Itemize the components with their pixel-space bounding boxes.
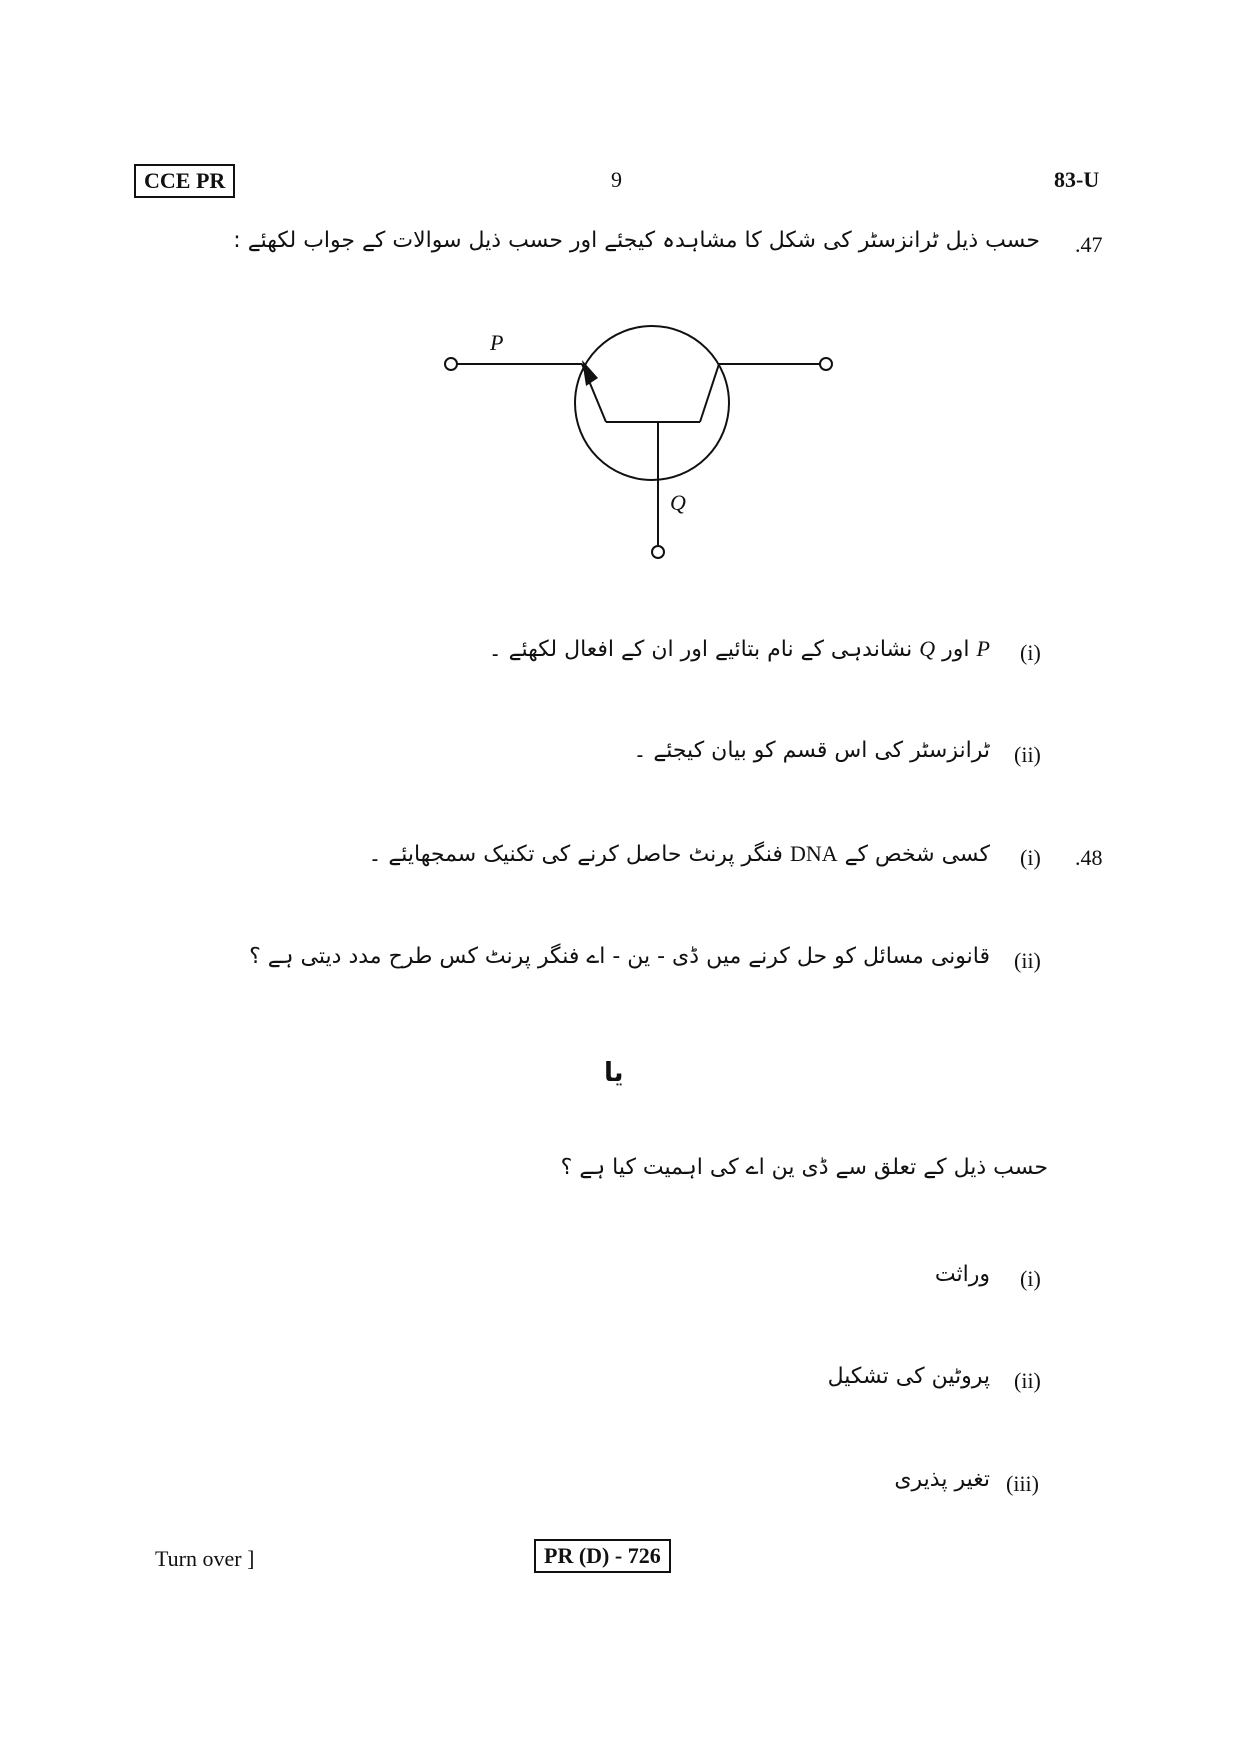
or-part-iii-mark: (iii): [1006, 1471, 1039, 1496]
q47-part-ii-text: ٹرانزسٹر کی اس قسم کو بیان کیجئے ۔: [633, 738, 990, 763]
or-part-ii-text: پروٹین کی تشکیل: [827, 1364, 990, 1389]
or-part-ii-mark: (ii): [1014, 1368, 1041, 1393]
or-part-i-text: وراثت: [934, 1262, 990, 1287]
q48-part-ii-mark: (ii): [1014, 948, 1041, 973]
label-q: Q: [670, 490, 686, 515]
q48-part-i-pre: کسی شخص کے: [844, 842, 990, 867]
q47-part-i-body: نشاندہی کے نام بتائیے اور ان کے افعال لکھئے ۔: [488, 637, 913, 662]
question-48-number: .48: [1075, 845, 1103, 870]
emitter-arrow-icon: [582, 360, 598, 386]
footer-paper-code-box: PR (D) - 726: [534, 1539, 671, 1573]
conj: اور: [942, 637, 970, 662]
terminal-p-node: [445, 358, 457, 370]
terminal-q-node: [652, 546, 664, 558]
paper-code: 83-U: [1054, 167, 1100, 192]
q48-part-i-text: [369, 841, 991, 867]
or-label: یا: [604, 1058, 624, 1088]
or-question-text: حسب ذیل کے تعلق سے ڈی ین اے کی اہمیت کیا ہے ؟: [560, 1155, 1048, 1180]
or-part-i-mark: (i): [1020, 1266, 1041, 1291]
q47-part-i-mark: (i): [1020, 640, 1041, 665]
page-number: 9: [611, 167, 622, 192]
turn-over-text: Turn over ]: [155, 1546, 255, 1571]
label-p: P: [490, 330, 504, 355]
q48-part-i-mark: (i): [1020, 845, 1041, 870]
transistor-diagram: [430, 320, 870, 570]
q47-part-i-text: [489, 636, 990, 662]
question-47-number: .47: [1075, 232, 1103, 257]
or-part-iii-text: تغیر پذیری: [894, 1467, 990, 1492]
var-p: P: [976, 636, 990, 661]
collector-line: [700, 364, 719, 422]
q47-part-ii-mark: (ii): [1014, 742, 1041, 767]
q48-part-i-body: فنگر پرنٹ حاصل کرنے کی تکنیک سمجھایئے ۔: [368, 842, 783, 867]
q48-part-ii-text: قانونی مسائل کو حل کرنے میں ڈی - ین - اے فنگر پرنٹ کس طرح مدد دیتی ہے ؟: [249, 944, 990, 969]
exam-code-box: CCE PR: [134, 164, 235, 198]
dna-label: DNA: [789, 841, 838, 866]
question-47-text: حسب ذیل ٹرانزسٹر کی شکل کا مشاہدہ کیجئے اور حسب ذیل سوالات کے جواب لکھئے :: [233, 228, 1040, 253]
terminal-right-node: [820, 358, 832, 370]
var-q: Q: [919, 636, 936, 661]
